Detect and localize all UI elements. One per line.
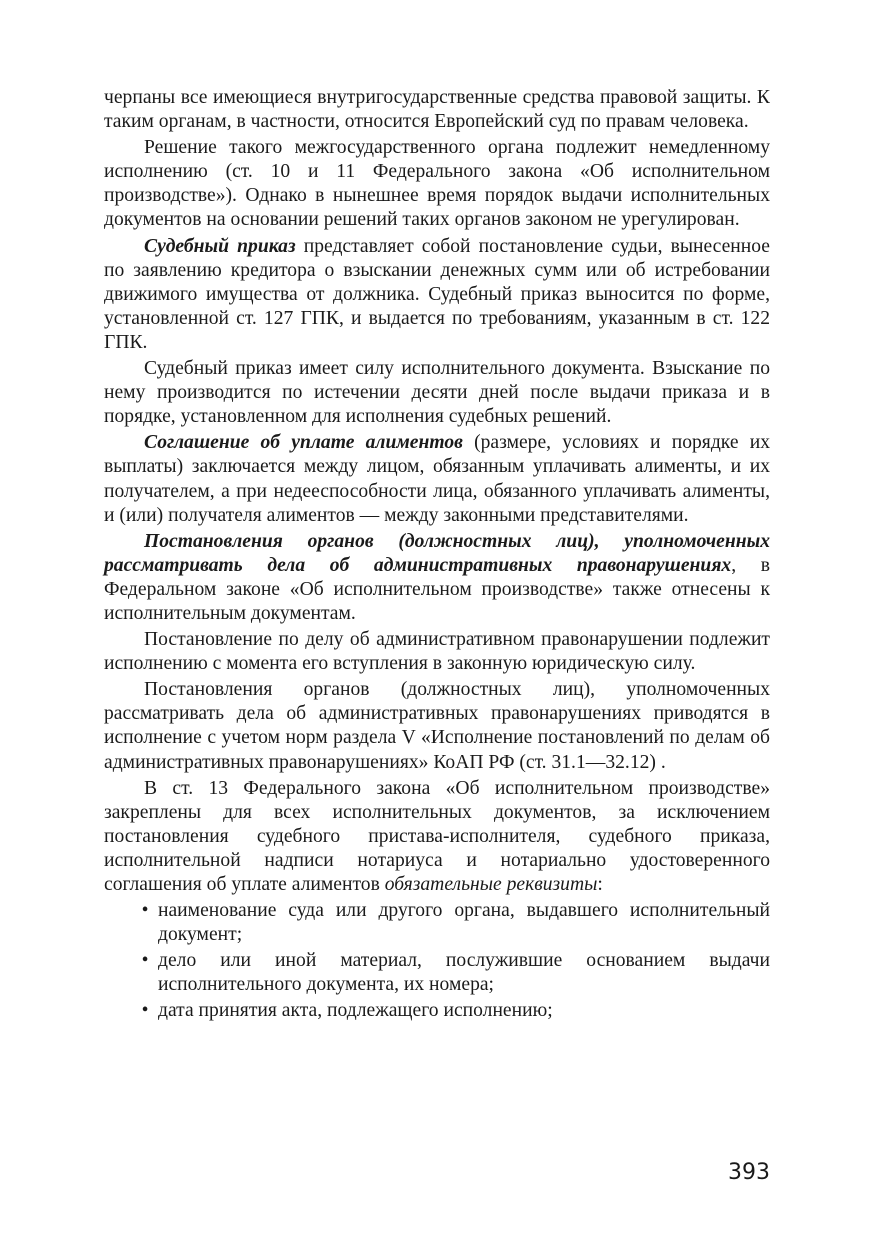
term-alimony-agreement: Соглашение об уплате алиментов — [144, 432, 463, 454]
court-order-text: представляет собой постановление судьи, вынесенное по заявлению кредитора о взыскании денежных сумм или об истребовании движимого имущества от должника. Судебный приказ выносится по форме, установленной ст. 127 ГПК, и выдается по требованиям, указанным в ст. 122 ГПК. — [104, 235, 771, 353]
list-item — [104, 899, 770, 947]
bullet-icon: • — [141, 1000, 149, 1022]
alimony-agreement-text: (размере, условиях и порядке их выплаты) заключается между лицом, обязанным уплачивать алименты, и их получателем, а при недееспособности лица, обязанного уплачивать алименты, и (или) получателя алиментов — между законными представителями. — [104, 432, 770, 526]
requisites-intro-colon: : — [597, 874, 603, 895]
paragraph-court-order-force: Судебный приказ имеет силу исполнительного документа. Взыскание по нему производится по истечении десяти дней после выдачи приказа и в порядке, установленном для исполнения судебных решений. — [104, 358, 770, 428]
paragraph-mandatory-requisites — [104, 777, 770, 897]
paragraph-court-order — [104, 235, 770, 355]
paragraph-continuation: черпаны все имеющиеся внутригосударственные средства правовой защиты. К таким органам, в частности, относится Европейский суд по правам человека. — [104, 87, 770, 133]
list-item — [104, 999, 770, 1023]
paragraph-administrative-execution: Постановление по делу об административном правонарушении подлежит исполнению с момента его вступления в законную юридическую силу. — [104, 629, 770, 675]
paragraph-alimony-agreement — [104, 431, 770, 527]
list-item — [104, 949, 770, 997]
term-court-order: Судебный приказ — [144, 235, 296, 257]
paragraph-administrative-decisions — [104, 530, 770, 626]
paragraph-interstate-decision: Решение такого межгосударственного органа подлежит немедленному исполнению (ст. 10 и 11 Федерального закона «Об исполнительном производстве»). Однако в нынешнее время порядок выдачи исполнительных документов на основании решений таких органов законом не урегулирован. — [104, 137, 770, 231]
bullet-icon: • — [141, 900, 149, 922]
page-number: 393 — [728, 1160, 770, 1185]
list-item-text: дата принятия акта, подлежащего исполнению; — [158, 1000, 553, 1022]
term-mandatory-requisites: обязательные реквизиты — [384, 874, 598, 895]
administrative-decisions-text: , в Федеральном законе «Об исполнительном производстве» также отнесены к исполнительным документам. — [104, 554, 770, 624]
paragraph-koap-norms: Постановления органов (должностных лиц), уполномоченных рассматривать дела об административных правонарушениях приводятся в исполнение с учетом норм раздела V «Исполнение постановлений по делам об административных правонарушениях» КоАП РФ (ст. 31.1—32.12) . — [104, 679, 770, 773]
list-item-text: дело или иной материал, послужившие основанием выдачи исполнительного документа, их номера; — [158, 950, 770, 996]
requisites-list — [104, 899, 770, 1023]
page-body — [104, 86, 770, 1024]
list-item-text: наименование суда или другого органа, выдавшего исполнительный документ; — [158, 900, 770, 946]
requisites-intro-text: В ст. 13 Федерального закона «Об исполнительном производстве» закреплены для всех исполнительных документов, за исключением постановления судебного пристава-исполнителя, судебного приказа, исполнительной надписи нотариуса и нотариально удостоверенного соглашения об уплате алиментов — [104, 777, 770, 895]
bullet-icon: • — [141, 950, 149, 972]
term-administrative-decisions: Постановления органов (должностных лиц), уполномоченных рассматривать дела об административных правонарушениях — [104, 530, 770, 576]
